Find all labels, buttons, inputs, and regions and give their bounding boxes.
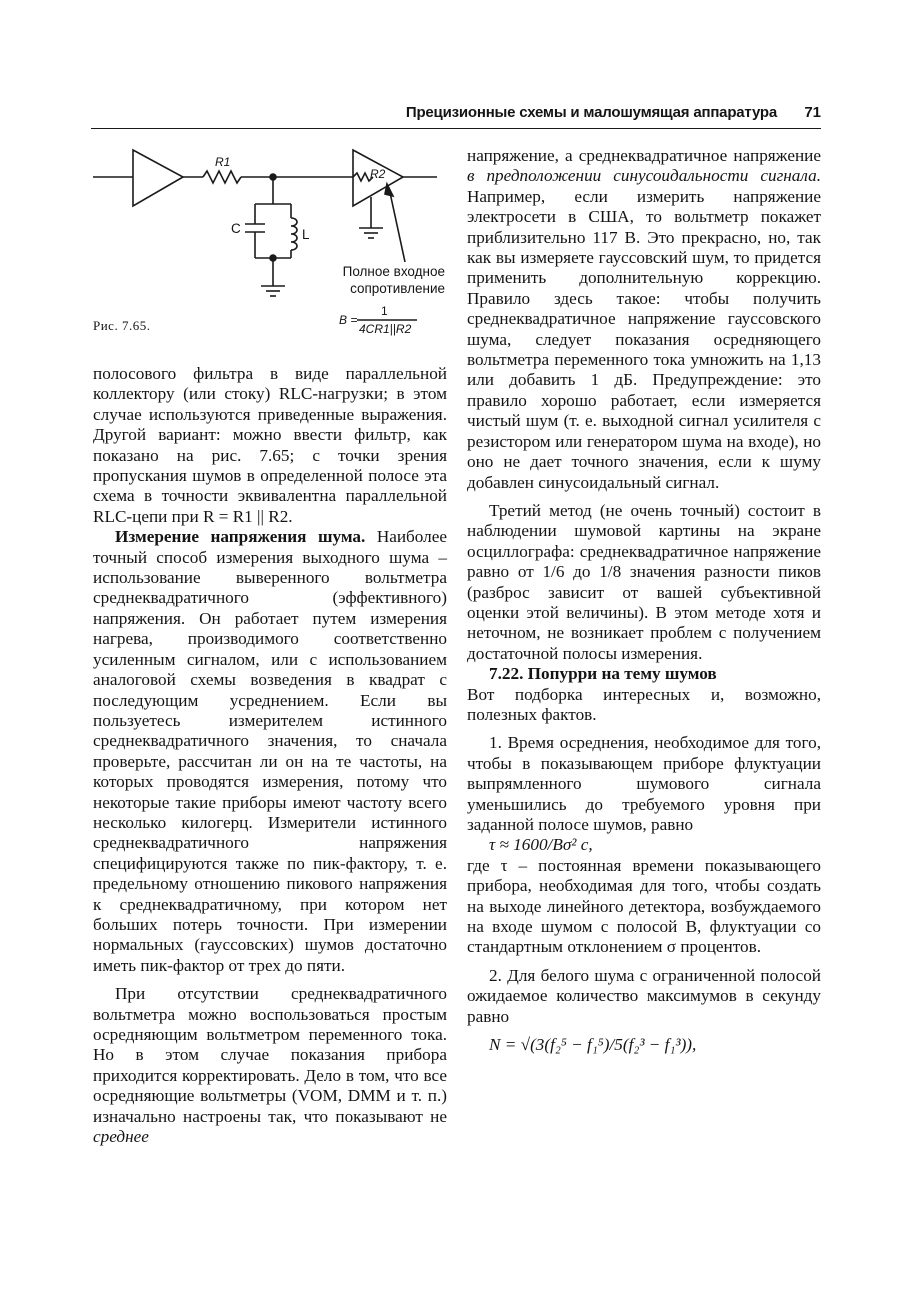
paragraph-rms-correction	[467, 146, 821, 493]
italic-word-average: среднее	[93, 1127, 149, 1147]
section-heading: 7.22. Попурри на тему шумов	[489, 664, 717, 684]
formula-maxima-count: N = √(3(f₂⁵ − f₁⁵)/5(f₂³ − f₁³)),	[489, 1035, 697, 1055]
pointer-line	[389, 188, 405, 262]
paragraph-fact-2: 2. Для белого шума с ограниченной полосой ожидаемое количество максимумов в секунду равно	[467, 965, 821, 1026]
running-header	[91, 100, 821, 129]
paragraph-fig-reference: полосового фильтра в виде параллельной коллектору (или стоку) RLC-нагрузки; в этом случае используются приведенные выражения. Другой вариант: можно ввести фильтр, как показано на рис. 7.65; с точки зрения пропускания шумов в определенной полосе эта схема в точности эквивалентна параллельной RLC-цепи при R = R1 || R2.	[93, 364, 447, 526]
paragraph-noise-measurement-body: Наиболее точный способ измерения выходного шума – использование выверенного вольтметра среднеквадратичного (эффективного) напряжения. Он работает путем измерения нагрева, производимого соответственно усиленным сигналом, или с использованием аналоговой схемы возведения в квадрат с последующим усреднением. Если вы пользуетесь измерителем истинного среднеквадратичного значения, то сначала проверьте, рассчитан ли он на те частоты, на которых проводятся измерения, потому что некоторые такие приборы имеют частоту всего несколько килогерц. Измерители истинного среднеквадратичного напряжения специфицируются также по пик-фактору, т. е. предельному отношению пикового напряжения к среднеквадратичному, при котором нет больших потерь точности. При измерении нормальных (гауссовских) шумов достаточно иметь пик-фактор от трех до пяти.	[93, 527, 447, 975]
paragraph-rms-correction-b: Например, если измерить напряжение электросети в США, то вольтметр покажет приблизительно 117 В. Это прекрасно, но, так как вы измеряете гауссовский шум, то придется применить дополнительную коррекцию. Правило здесь такое: чтобы получить среднеквадратичное напряжение гауссовского шума, следует показания осредняющего вольтметра переменного тока умножить на 1,13 или добавить 1 дБ. Предупреждение: это правило хорошо работает, если измеряется чистый шум (т. е. выходной сигнал усилителя с резистором или генератором шума на входе), но оно не дает точного значения, если к шуму добавлен синусоидальный сигнал.	[467, 186, 821, 492]
paragraph-where-tau: где τ – постоянная времени показывающего прибора, необходимая для того, чтобы создать на выходе линейного детектора, возбуждаемого на входе шумом с полосой B, флуктуации со стандартным отклонением σ процентов.	[467, 855, 821, 957]
paragraph-fact-1: 1. Время осреднения, необходимое для того, чтобы в показывающем приборе флуктуации выпрямленного шумового сигнала уменьшились до требуемого уровня при заданной полосе шумов, равно	[467, 733, 821, 834]
right-column	[467, 146, 821, 1055]
label-l: L	[302, 227, 310, 242]
left-column	[93, 364, 447, 1147]
label-c: C	[231, 221, 241, 236]
circuit-figure	[91, 140, 451, 345]
paragraph-oscilloscope-method: Третий метод (не очень точный) состоит в наблюдении шумовой картины на экране осциллографа: среднеквадратичное напряжение равно от 1/6 до 1/8 значения разности пиков (разброс зависит от вашей субъективной оценки этой величины). В этом методе хотя и неточном, не возникает проблем с получением достаточной полосы измерения.	[467, 500, 821, 663]
label-r2: R2	[370, 167, 386, 181]
inductor-l	[291, 218, 297, 250]
formula-lhs: B =	[339, 313, 358, 327]
paragraph-rms-correction-italic: в предположении синусоидальности сигнала.	[467, 166, 821, 186]
label-input-impedance-2: сопротивление	[350, 281, 445, 296]
resistor-r1	[203, 171, 241, 183]
paragraph-intro-facts: Вот подборка интересных и, возможно, полезных фактов.	[467, 684, 821, 724]
label-r1: R1	[215, 155, 231, 169]
running-header-title: Прецизионные схемы и малошумящая аппаратура	[405, 104, 777, 121]
paragraph-rms-correction-a: напряжение, а среднеквадратичное напряжение	[467, 146, 821, 165]
formula-numerator: 1	[381, 304, 388, 318]
paragraph-averaging-voltmeter	[93, 984, 447, 1147]
amplifier-1	[133, 150, 183, 206]
circuit-schematic	[91, 140, 451, 345]
paragraph-noise-measurement	[93, 527, 447, 976]
label-input-impedance-1: Полное входное	[342, 264, 445, 279]
formula-denominator: 4CR1||R2	[359, 322, 412, 336]
run-in-heading: Измерение напряжения шума.	[115, 527, 366, 547]
formula-averaging-time: τ ≈ 1600/Bσ² c,	[489, 835, 593, 855]
page-number: 71	[804, 104, 821, 121]
paragraph-averaging-voltmeter-text: При отсутствии среднеквадратичного вольтметра можно воспользоваться простым осредняющим вольтметром переменного тока. Но в этом случае показания прибора приходится корректировать. Дело в том, что все осредняющие вольтметры (VOM, DMM и т. п.) изначально настроены так, что показывают не	[93, 984, 447, 1126]
figure-caption: Рис. 7.65.	[93, 318, 151, 333]
